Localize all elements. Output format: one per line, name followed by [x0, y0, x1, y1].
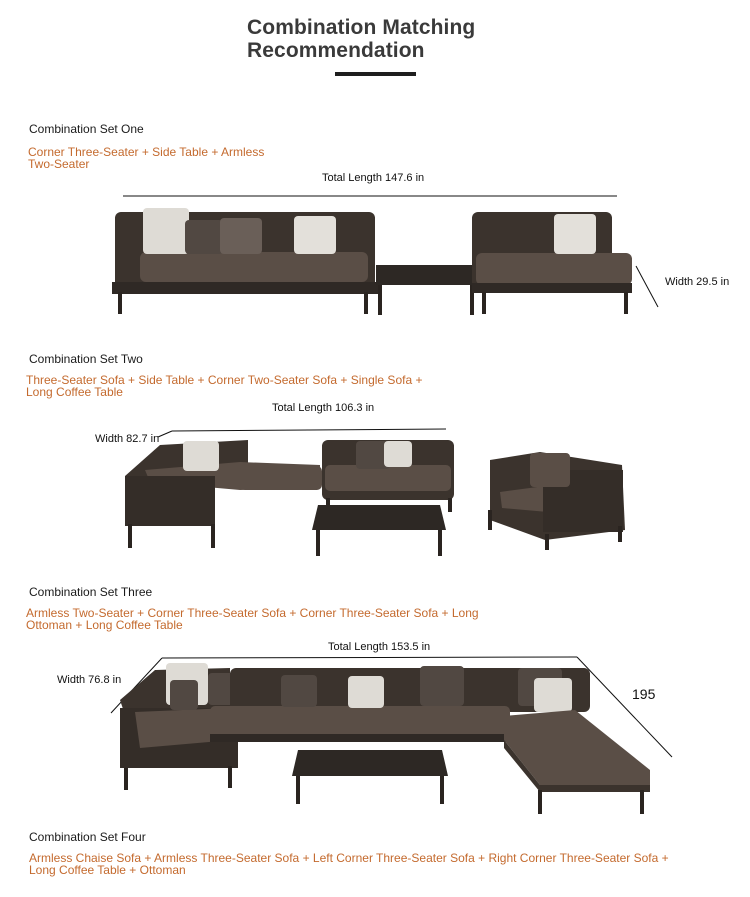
set-one-width: Width 29.5 in	[665, 276, 730, 288]
set-three-label: Combination Set Three	[29, 585, 153, 599]
set-two-width: Width 82.7 in	[95, 433, 160, 445]
set-two-total-length: Total Length 106.3 in	[272, 402, 375, 414]
set-three-extra-dimension: 195	[632, 686, 656, 702]
set-four-label: Combination Set Four	[29, 830, 146, 844]
set-three-length-line	[162, 657, 577, 658]
pillow-light	[348, 676, 384, 708]
long-coffee-table	[292, 750, 448, 804]
set-three-description-line2: Ottoman + Long Coffee Table	[26, 618, 183, 632]
set-one-description-line1: Corner Three-Seater + Side Table + Armless	[28, 145, 265, 159]
set-two-description-line1: Three-Seater Sofa + Side Table + Corner Two-Seater Sofa + Single Sofa +	[26, 373, 423, 387]
pillow-dark	[170, 680, 198, 710]
set-three-total-length: Total Length 153.5 in	[328, 641, 431, 653]
page-title-line2: Recommendation	[247, 39, 425, 62]
page-title-line1: Combination Matching	[247, 16, 476, 39]
set-four-description	[29, 852, 669, 876]
pillow-light	[534, 678, 572, 712]
set-four-description-line2: Long Coffee Table + Ottoman	[29, 863, 186, 877]
set-one-description-line2: Two-Seater	[28, 157, 90, 171]
pillow-dark	[281, 675, 317, 707]
set-four-description-line1: Armless Chaise Sofa + Armless Three-Seater Sofa + Left Corner Three-Seater Sofa + Right Corner Three-Seater Sofa +	[29, 851, 669, 865]
set-one-total-length: Total Length 147.6 in	[322, 172, 425, 184]
set-two-description-line2: Long Coffee Table	[26, 385, 123, 399]
long-ottoman	[504, 710, 650, 814]
set-three-description-line1: Armless Two-Seater + Corner Three-Seater Sofa + Corner Three-Seater Sofa + Long	[26, 606, 479, 620]
pillow-dark	[420, 666, 464, 706]
set-two-label: Combination Set Two	[29, 352, 143, 366]
set-one-label: Combination Set One	[29, 122, 144, 136]
set-three-width: Width 76.8 in	[57, 674, 122, 686]
